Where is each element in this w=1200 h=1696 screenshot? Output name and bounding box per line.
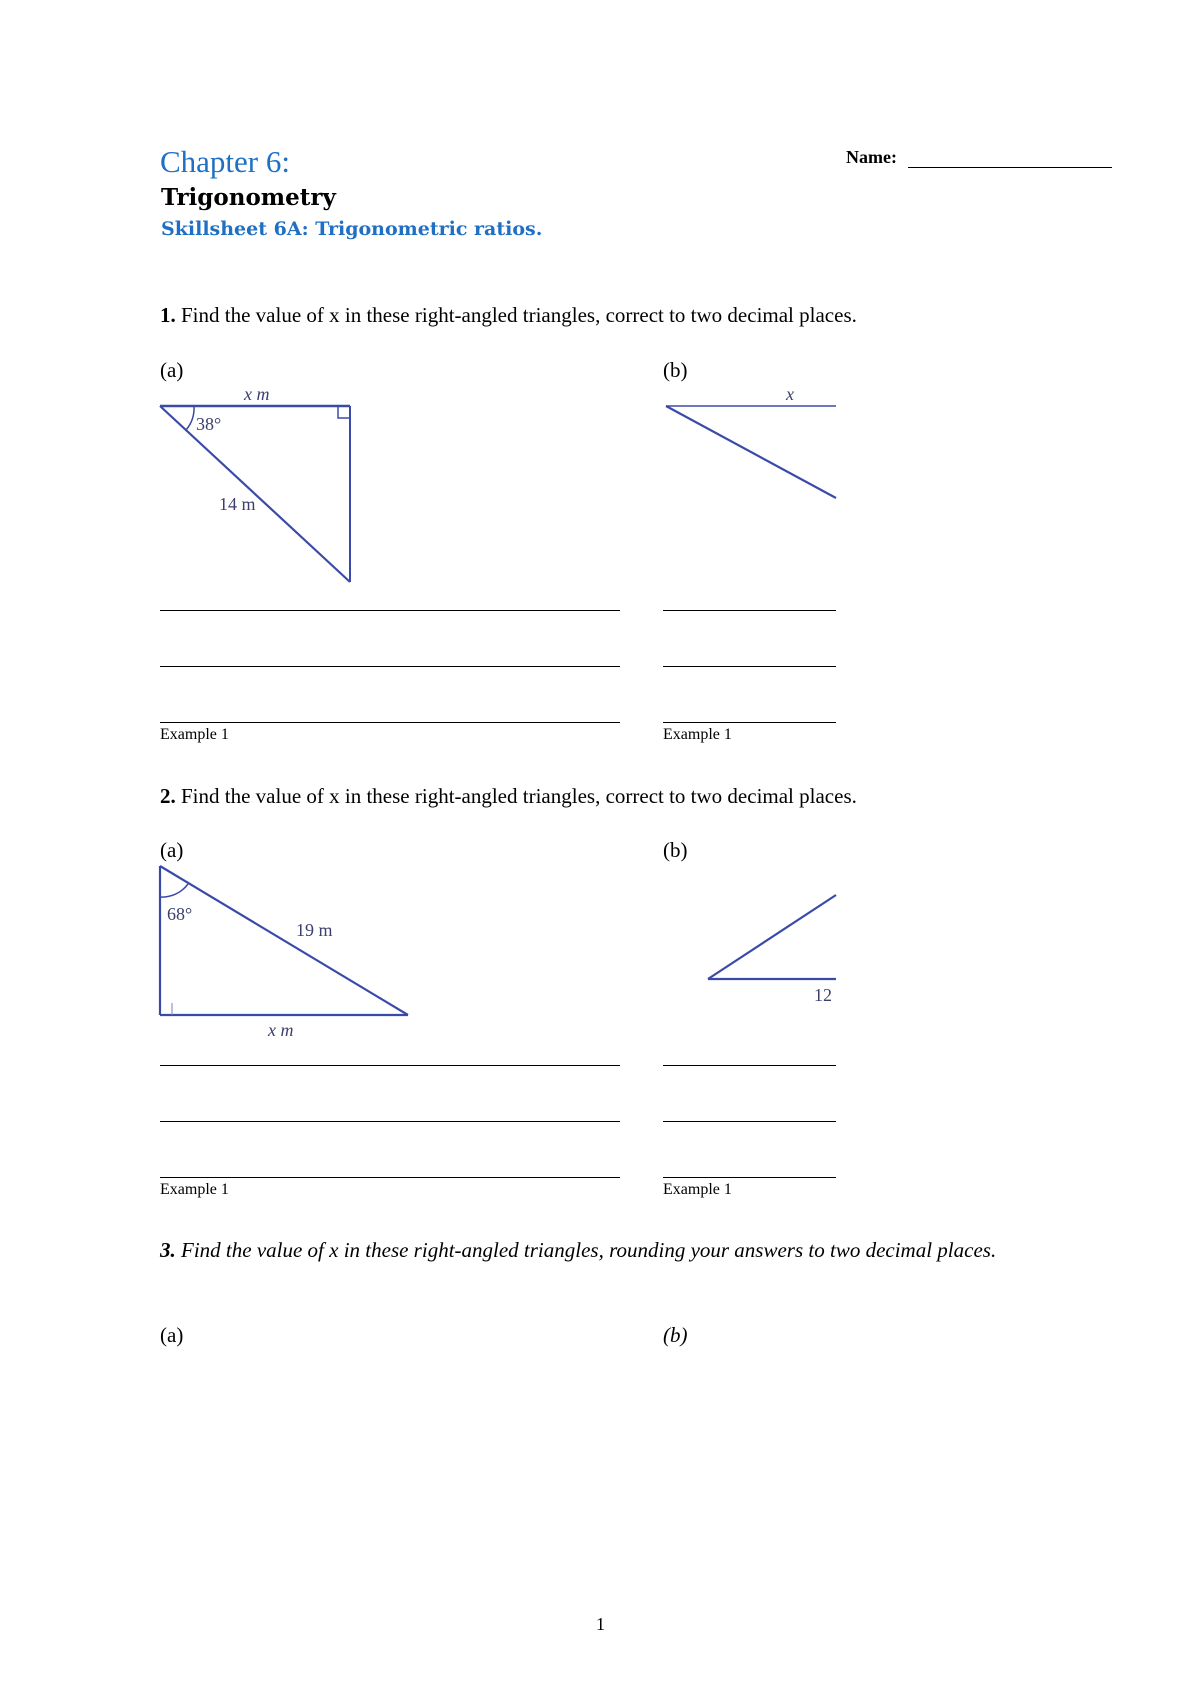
part-label-3b: (b) <box>663 1323 688 1347</box>
answer-line[interactable] <box>160 1121 620 1122</box>
answer-line[interactable] <box>663 1121 836 1122</box>
question-text: Find the value of x in these right-angled triangles, correct to two decimal places. <box>175 303 857 327</box>
hypotenuse <box>666 406 836 498</box>
angle-arc <box>160 884 188 897</box>
question-text: Find the value of x in these right-angled triangles, rounding your answers to two decimal places. <box>175 1238 997 1262</box>
example-reference: Example 1 <box>663 1181 732 1198</box>
question-number: 3. <box>160 1238 176 1262</box>
answer-line[interactable] <box>160 1065 620 1066</box>
answer-line[interactable] <box>663 1177 836 1178</box>
figure-label-side: 12 <box>814 985 832 1005</box>
answer-line[interactable] <box>663 1065 836 1066</box>
part-label-1b: (b) <box>663 358 688 382</box>
page-number: 1 <box>596 1614 605 1634</box>
answer-line[interactable] <box>160 1177 620 1178</box>
figure-label-top: x m <box>244 384 270 404</box>
subject-title: Trigonometry <box>161 184 336 211</box>
hypotenuse <box>160 866 408 1015</box>
triangle-1a <box>160 384 350 582</box>
part-label-1a: (a) <box>160 358 184 382</box>
triangle-2b <box>708 895 836 1005</box>
figure-label-hypotenuse: 14 m <box>219 494 256 514</box>
hypotenuse <box>708 895 836 979</box>
answer-line[interactable] <box>160 722 620 723</box>
question-number: 2. <box>160 784 176 808</box>
answer-line[interactable] <box>160 610 620 611</box>
example-reference: Example 1 <box>160 1181 229 1198</box>
chapter-title: Chapter 6: <box>160 144 290 179</box>
part-label-3a: (a) <box>160 1323 184 1347</box>
right-angle-marker <box>338 406 350 418</box>
figure-label-bottom: x m <box>268 1020 294 1040</box>
skillsheet-title: Skillsheet 6A: Trigonometric ratios. <box>161 218 543 240</box>
answer-line[interactable] <box>663 666 836 667</box>
example-reference: Example 1 <box>663 726 732 743</box>
triangle-2a <box>160 866 408 1040</box>
example-reference: Example 1 <box>160 726 229 743</box>
name-label: Name: <box>846 147 897 167</box>
part-label-2a: (a) <box>160 838 184 862</box>
part-label-2b: (b) <box>663 838 688 862</box>
angle-arc <box>186 406 194 430</box>
figure-label-hypotenuse: 19 m <box>296 920 333 940</box>
answer-line[interactable] <box>663 610 836 611</box>
figure-label-angle: 38° <box>196 414 222 434</box>
answer-line[interactable] <box>663 722 836 723</box>
figure-label-top: x <box>786 384 794 404</box>
figure-label-angle: 68° <box>167 904 193 924</box>
answer-line[interactable] <box>160 666 620 667</box>
question-3 <box>160 1237 1080 1263</box>
question-2 <box>160 783 1080 809</box>
question-text: Find the value of x in these right-angled triangles, correct to two decimal places. <box>175 784 857 808</box>
question-number: 1. <box>160 303 176 327</box>
triangle-1b <box>666 384 836 498</box>
